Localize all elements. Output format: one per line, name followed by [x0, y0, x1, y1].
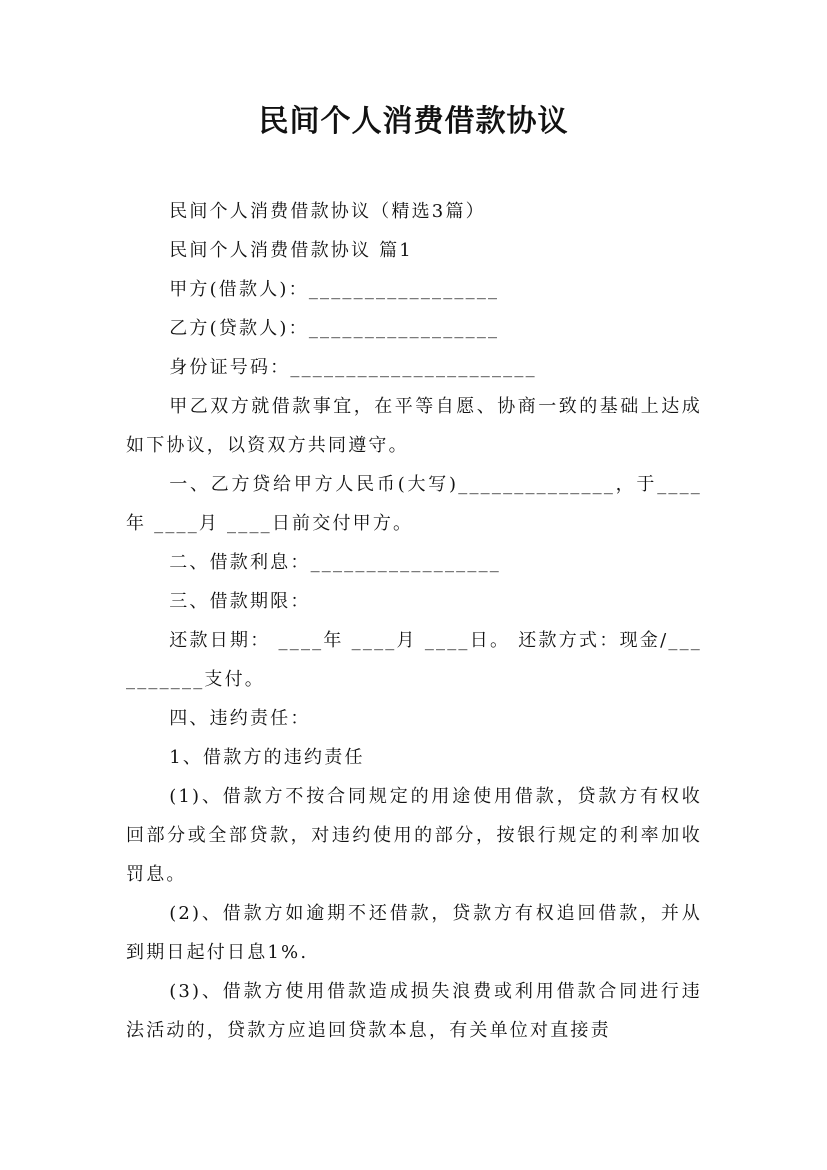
document-body: [126, 192, 702, 1050]
clause-4-liability: 四、违约责任：: [169, 708, 311, 729]
party-a-field: 甲方(借款人)：_________________: [169, 279, 500, 300]
subtitle-line: 民间个人消费借款协议（精选3篇）: [169, 201, 486, 222]
intro-paragraph: 甲乙双方就借款事宜，在平等自愿、协商一致的基础上达成如下协议，以资双方共同遵守。: [126, 396, 702, 456]
document-title: 民间个人消费借款协议: [258, 104, 569, 139]
clause-3-term: 三、借款期限：: [169, 591, 311, 612]
clause-2-interest: 二、借款利息：_________________: [169, 552, 501, 573]
section-heading: 民间个人消费借款协议 篇1: [169, 240, 413, 261]
borrower-liability-heading: 1、借款方的违约责任: [169, 747, 365, 768]
liability-item-3: (3)、借款方使用借款造成损失浪费或利用借款合同进行违法活动的，贷款方应追回贷款本息，有关单位对直接责: [126, 981, 702, 1041]
liability-item-1: (1)、借款方不按合同规定的用途使用借款，贷款方有权收回部分或全部贷款，对违约使用的部分，按银行规定的利率加收罚息。: [126, 786, 702, 885]
id-number-field: 身份证号码：______________________: [169, 357, 537, 378]
clause-1-amount: 一、乙方贷给甲方人民币(大写)______________，于____年 ____月 ____日前交付甲方。: [126, 474, 702, 534]
liability-item-2: (2)、借款方如逾期不还借款，贷款方有权追回借款，并从到期日起付日息1%.: [126, 903, 702, 963]
repayment-line: 还款日期： ____年 ____月 ____日。 还款方式：现金/__________支付。: [126, 630, 702, 690]
party-b-field: 乙方(贷款人)：_________________: [169, 318, 500, 339]
